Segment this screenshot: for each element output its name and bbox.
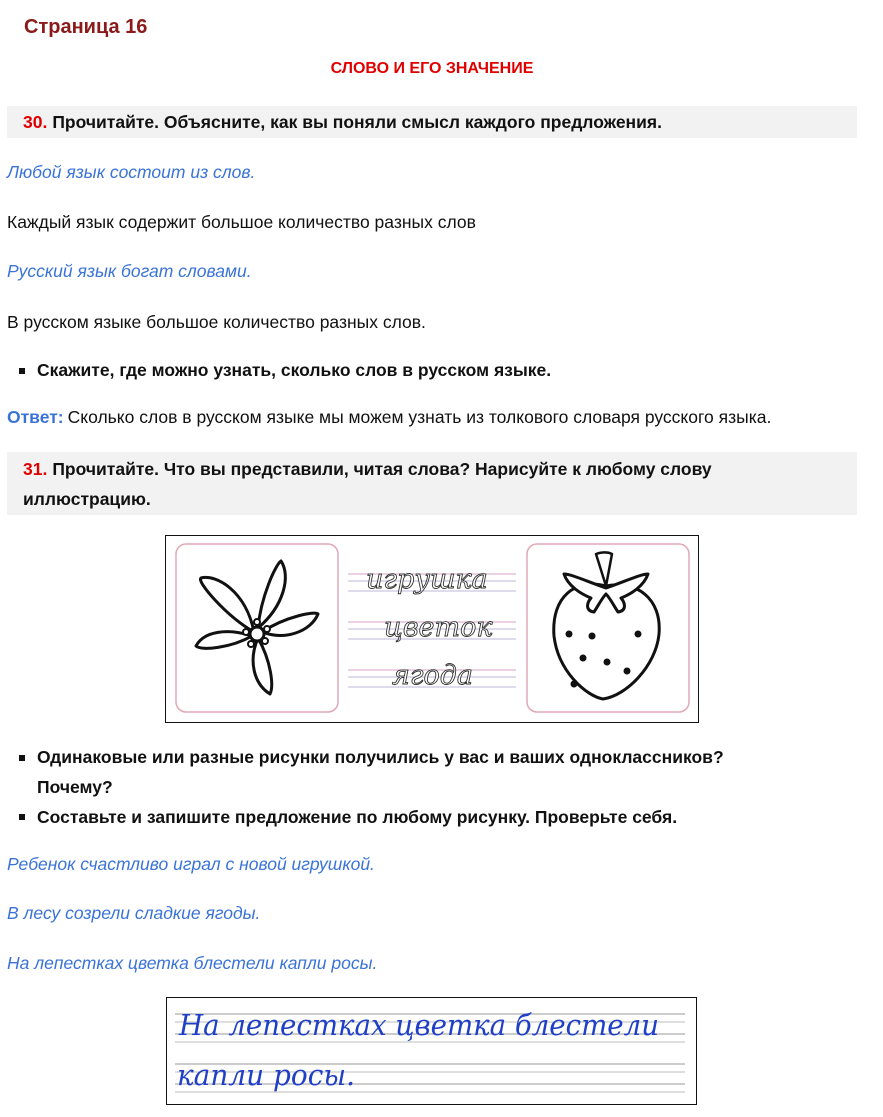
example-sentence-1: Любой язык состоит из слов. [7, 162, 256, 182]
handwritten-answer [166, 997, 697, 1105]
word-2: цветок [384, 612, 493, 643]
answer-sentence-3: На лепестках цветка блестели капли росы. [7, 953, 378, 973]
bullet-marker [19, 755, 25, 761]
bullet-question-2-line1: Одинаковые или разные рисунки получились у вас и ваших одноклассников? [37, 747, 724, 767]
task-30-text: Прочитайте. Объясните, как вы поняли смысл каждого предложения. [52, 112, 662, 132]
answer-text: Сколько слов в русском языке мы можем узнать из толкового словаря русского языка. [67, 407, 772, 427]
task-31-text-line2: иллюстрацию. [23, 489, 151, 509]
handwritten-line-2: капли росы. [177, 1058, 355, 1092]
answer-line [7, 405, 771, 429]
task-31-number: 31. [23, 459, 48, 479]
bullet-question-2-line2: Почему? [37, 777, 113, 797]
bullet-marker [19, 814, 25, 820]
bullet-question-3: Составьте и запишите предложение по любому рисунку. Проверьте себя. [37, 807, 678, 827]
word-1: игрушка [366, 564, 488, 595]
illustration-canvas [166, 536, 697, 721]
workbook-illustration [165, 535, 699, 723]
bullet-question-1: Скажите, где можно узнать, сколько слов в русском языке. [37, 360, 552, 380]
word-3: ягода [392, 660, 473, 691]
handwritten-line-1: На лепестках цветка блестели [178, 1008, 659, 1042]
example-sentence-2: Русский язык богат словами. [7, 261, 252, 281]
task-31-text-line1: Прочитайте. Что вы представили, читая слова? Нарисуйте к любому слову [52, 459, 712, 479]
bullet-marker [19, 368, 25, 374]
task-30-number: 30. [23, 112, 48, 132]
page-title: Страница 16 [24, 16, 148, 38]
answer-sentence-1: Ребенок счастливо играл с новой игрушкой. [7, 854, 375, 874]
task-30-box [7, 106, 857, 138]
task-31-box [7, 452, 857, 515]
explanation-1: Каждый язык содержит большое количество разных слов [7, 212, 476, 232]
answer-sentence-2: В лесу созрели сладкие ягоды. [7, 903, 261, 923]
section-title: СЛОВО И ЕГО ЗНАЧЕНИЕ [330, 60, 534, 77]
answer-label: Ответ: [7, 407, 64, 427]
copybook-canvas [167, 998, 695, 1103]
explanation-2: В русском языке большое количество разных слов. [7, 312, 426, 332]
